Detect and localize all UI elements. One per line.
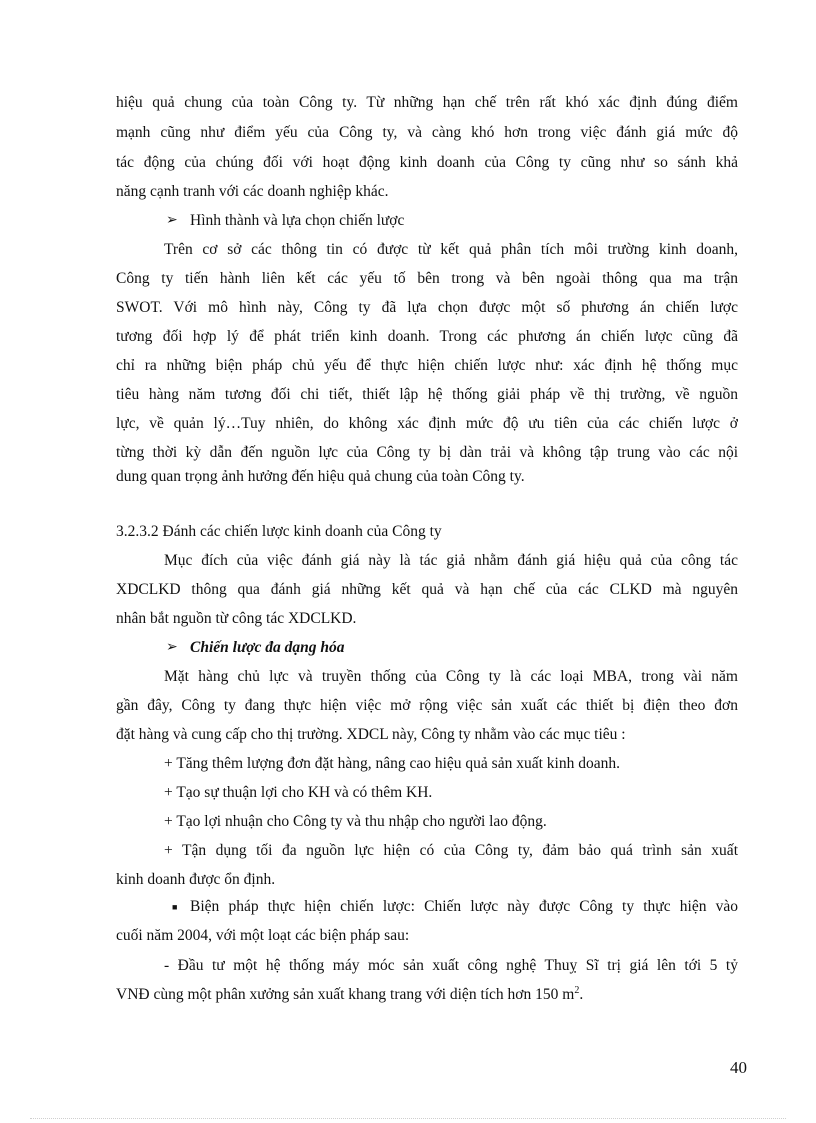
goal-item: + Tận dụng tối đa nguồn lực hiện có của Công ty, đảm bảo quá trình sản xuất bbox=[164, 842, 738, 859]
superscript-unit: 2 bbox=[574, 985, 580, 996]
paragraph-line: tiêu hàng năm tương đối chi tiết, thiết lập hệ thống giải pháp về thị trường, về nguồn bbox=[116, 386, 738, 403]
arrow-bullet-icon: ➢ bbox=[166, 213, 178, 228]
paragraph-line: SWOT. Với mô hình này, Công ty đã lựa chọn được một số phương án chiến lược bbox=[116, 299, 738, 316]
measures-line: cuối năm 2004, với một loạt các biện pháp sau: bbox=[116, 927, 410, 944]
goal-item: + Tạo lợi nhuận cho Công ty và thu nhập cho người lao động. bbox=[164, 813, 547, 830]
square-bullet-icon: ■ bbox=[172, 902, 178, 912]
paragraph-line: chỉ ra những biện pháp chủ yếu để thực hiện chiến lược như: xác định hệ thống mục bbox=[116, 357, 738, 374]
paragraph-line: đặt hàng và cung cấp cho thị trường. XDCL này, Công ty nhằm vào các mục tiêu : bbox=[116, 726, 626, 743]
paragraph-line: mạnh cũng như điểm yếu của Công ty, và càng khó hơn trong việc đánh giá mức độ bbox=[116, 124, 738, 141]
page-bottom-divider bbox=[30, 1118, 786, 1119]
paragraph-line: Trên cơ sở các thông tin có được từ kết quả phân tích môi trường kinh doanh, bbox=[164, 241, 738, 258]
investment-line bbox=[116, 985, 738, 1005]
strategy-heading: Chiến lược đa dạng hóa bbox=[190, 639, 345, 656]
paragraph-line: Công ty tiến hành liên kết các yếu tố bên trong và bên ngoài thông qua ma trận bbox=[116, 270, 738, 287]
measures-line: Biện pháp thực hiện chiến lược: Chiến lược này được Công ty thực hiện vào bbox=[190, 898, 738, 915]
paragraph-line: lực, về quản lý…Tuy nhiên, do không xác định mức độ ưu tiên của các chiến lược ở bbox=[116, 415, 738, 432]
paragraph-line: Mặt hàng chủ lực và truyền thống của Công ty là các loại MBA, trong vài năm bbox=[164, 668, 738, 685]
arrow-bullet-icon: ➢ bbox=[166, 640, 178, 655]
paragraph-line: tương đối hợp lý để phát triển kinh doanh. Trong các phương án chiến lược cũng đã bbox=[116, 328, 738, 345]
paragraph-line: XDCLKD thông qua đánh giá những kết quả và hạn chế của các CLKD mà nguyên bbox=[116, 581, 738, 598]
investment-end: . bbox=[579, 986, 584, 1003]
investment-line: - Đầu tư một hệ thống máy móc sản xuất công nghệ Thuỵ Sĩ trị giá lên tới 5 tỷ bbox=[164, 957, 738, 974]
page-number: 40 bbox=[730, 1058, 747, 1077]
section-heading: 3.2.3.2 Đánh các chiến lược kinh doanh của Công ty bbox=[116, 523, 442, 540]
paragraph-line: nhân bắt nguồn từ công tác XDCLKD. bbox=[116, 610, 357, 627]
bullet-heading: Hình thành và lựa chọn chiến lược bbox=[190, 212, 405, 229]
goal-item: + Tăng thêm lượng đơn đặt hàng, nâng cao hiệu quả sản xuất kinh doanh. bbox=[164, 755, 620, 772]
paragraph-line: Mục đích của việc đánh giá này là tác giả nhằm đánh giá hiệu quả của công tác bbox=[164, 552, 738, 569]
paragraph-line: tác động của chúng đối với hoạt động kinh doanh của Công ty cũng như so sánh khả bbox=[116, 154, 738, 171]
paragraph-line: gần đây, Công ty đang thực hiện việc mở rộng việc sản xuất các thiết bị điện theo đơn bbox=[116, 697, 738, 714]
paragraph-line: năng cạnh tranh với các doanh nghiệp khác. bbox=[116, 183, 389, 200]
goal-item: + Tạo sự thuận lợi cho KH và có thêm KH. bbox=[164, 784, 433, 801]
paragraph-line: dung quan trọng ảnh hưởng đến hiệu quả chung của toàn Công ty. bbox=[116, 468, 525, 485]
goal-item-continuation: kinh doanh được ổn định. bbox=[116, 871, 276, 888]
paragraph-line: từng thời kỳ dẫn đến nguồn lực của Công ty bị dàn trải và không tập trung vào các nội bbox=[116, 444, 738, 461]
paragraph-line: hiệu quả chung của toàn Công ty. Từ những hạn chế trên rất khó xác định đúng điểm bbox=[116, 94, 738, 111]
investment-text: VNĐ cùng một phân xưởng sản xuất khang trang với diện tích hơn 150 m bbox=[116, 986, 575, 1003]
